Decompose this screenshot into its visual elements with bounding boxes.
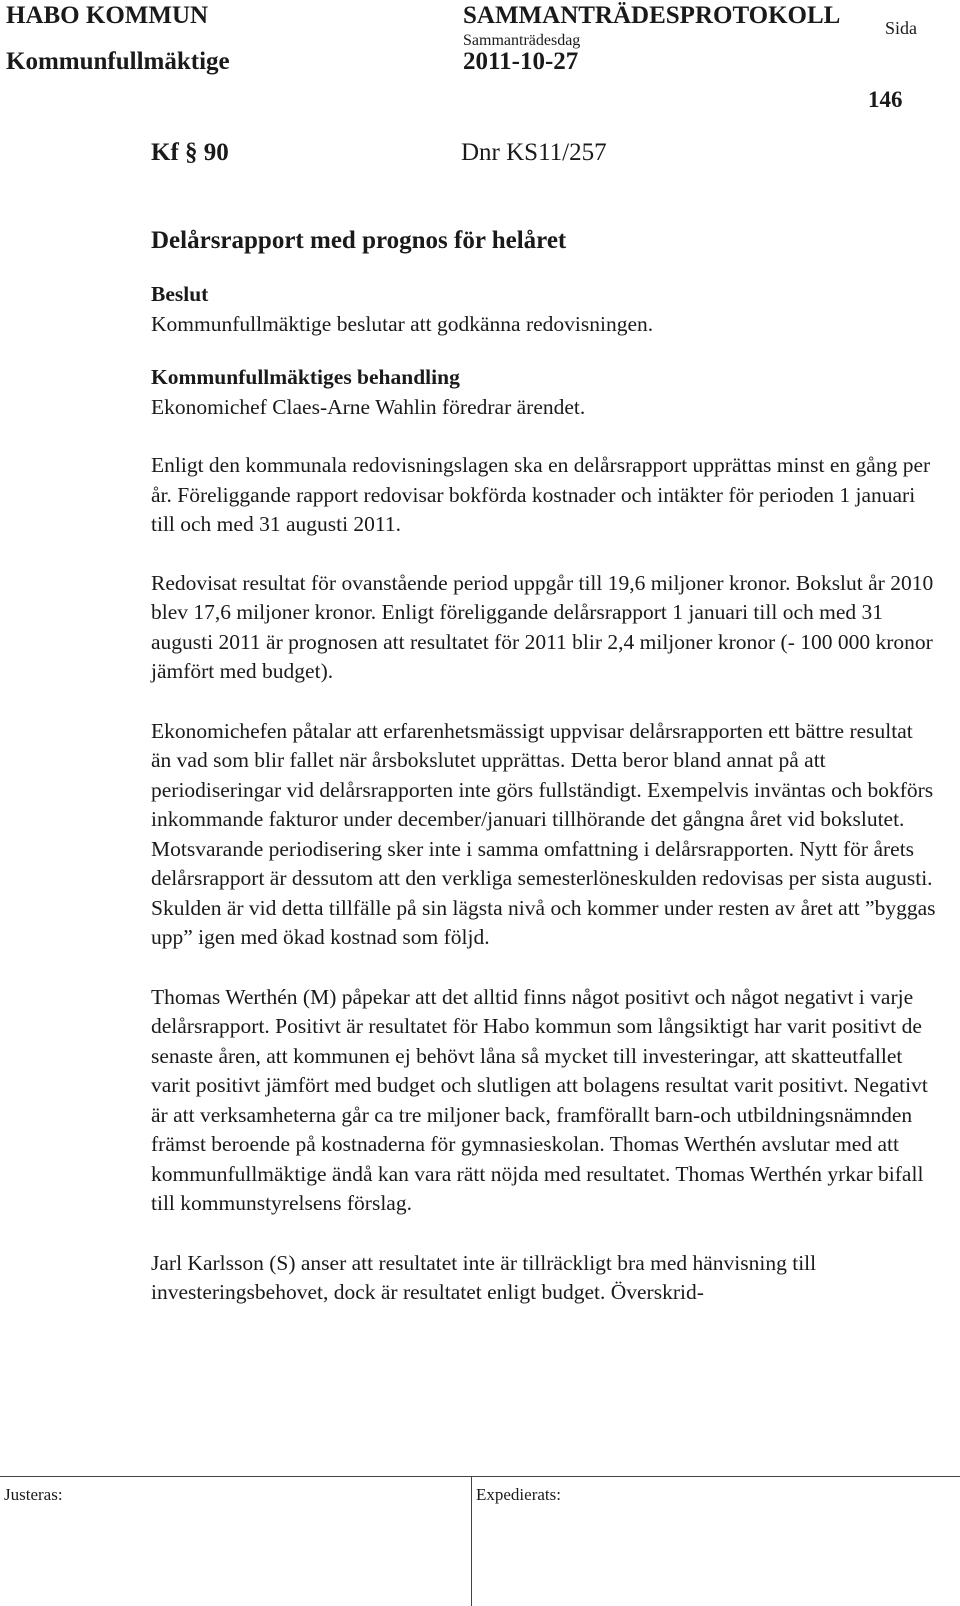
footer-column-divider [471,1477,472,1606]
case-title: Delårsrapport med prognos för helåret [151,227,567,254]
paragraph-5: Jarl Karlsson (S) anser att resultatet inte är tillräckligt bra med hänvisning till investeringsbehovet, dock är resultatet enligt budget. Överskrid- [151,1250,817,1304]
organization-name: HABO KOMMUN [6,2,209,29]
case-dnr: Dnr KS11/257 [461,139,607,166]
protocol-title: SAMMANTRÄDESPROTOKOLL [463,2,841,29]
handling-heading: Kommunfullmäktiges behandling [151,365,460,389]
page-number: 146 [868,87,903,112]
justeras-label: Justeras: [4,1485,63,1504]
document-body [151,138,936,1308]
board-name: Kommunfullmäktige [6,48,230,75]
paragraph-4: Thomas Werthén (M) påpekar att det alltid finns något positivt och något negativt i varje delårsrapport. Positivt är resultatet för Habo kommun som långsiktigt har varit positivt de senaste åren, att kommunen ej behövt låna så mycket till investeringar, att skatteutfallet varit positivt jämfört med budget och slutligen att bolagens resultat varit positivt. Negativt är att verksamheterna går ca tre miljoner back, framförallt barn-och utbildningsnämnden främst beroende på kostnaderna för gymnasieskolan. Thomas Werthén avslutar med att kommunfullmäktige ändå kan vara rätt nöjda med resultatet. Thomas Werthén yrkar bifall till kommunstyrelsens förslag. [151,984,928,1215]
footer-divider-line [0,1476,960,1477]
page-label: Sida [885,18,918,38]
paragraph-3: Ekonomichefen påtalar att erfarenhetsmässigt uppvisar delårsrapporten ett bättre resultat än vad som blir fallet när årsbokslutet upprättas. Detta beror bland annat på att periodiseringar vid delårsrapporten inte görs fullständigt. Exempelvis inväntas och bokförs inkommande fakturor under december/januari tillhörande det gångna året vid bokslutet. Motsvarande periodisering sker inte i samma omfattning i delårsrapporten. Nytt för årets delårsrapport är dessutom att den verkliga semesterlöneskulden redovisas per sista augusti. Skulden är vid detta tillfälle på sin lägsta nivå och kommer under resten av året att ”byggas upp” igen med ökad kostnad som följd. [151,718,936,949]
decision-text: Kommunfullmäktige beslutar att godkänna redovisningen. [151,311,654,336]
case-number: Kf § 90 [151,139,229,166]
meeting-date: 2011-10-27 [463,48,579,75]
meeting-date-label: Sammanträdesdag [463,32,581,49]
handling-intro: Ekonomichef Claes-Arne Wahlin föredrar ärendet. [151,394,586,419]
expedierats-label: Expedierats: [476,1485,561,1504]
paragraph-2: Redovisat resultat för ovanstående period uppgår till 19,6 miljoner kronor. Bokslut år 2010 blev 17,6 miljoner kronor. Enligt föreliggande delårsrapport 1 januari till och med 31 augusti 2011 är prognosen att resultatet för 2011 blir 2,4 miljoner kronor (- 100 000 kronor jämfört med budget). [151,570,934,683]
decision-heading: Beslut [151,282,209,306]
paragraph-1: Enligt den kommunala redovisningslagen ska en delårsrapport upprättas minst en gång per år. Föreliggande rapport redovisar bokförda kostnader och intäkter för perioden 1 januari till och med 31 augusti 2011. [151,453,931,536]
case-row [151,138,936,168]
